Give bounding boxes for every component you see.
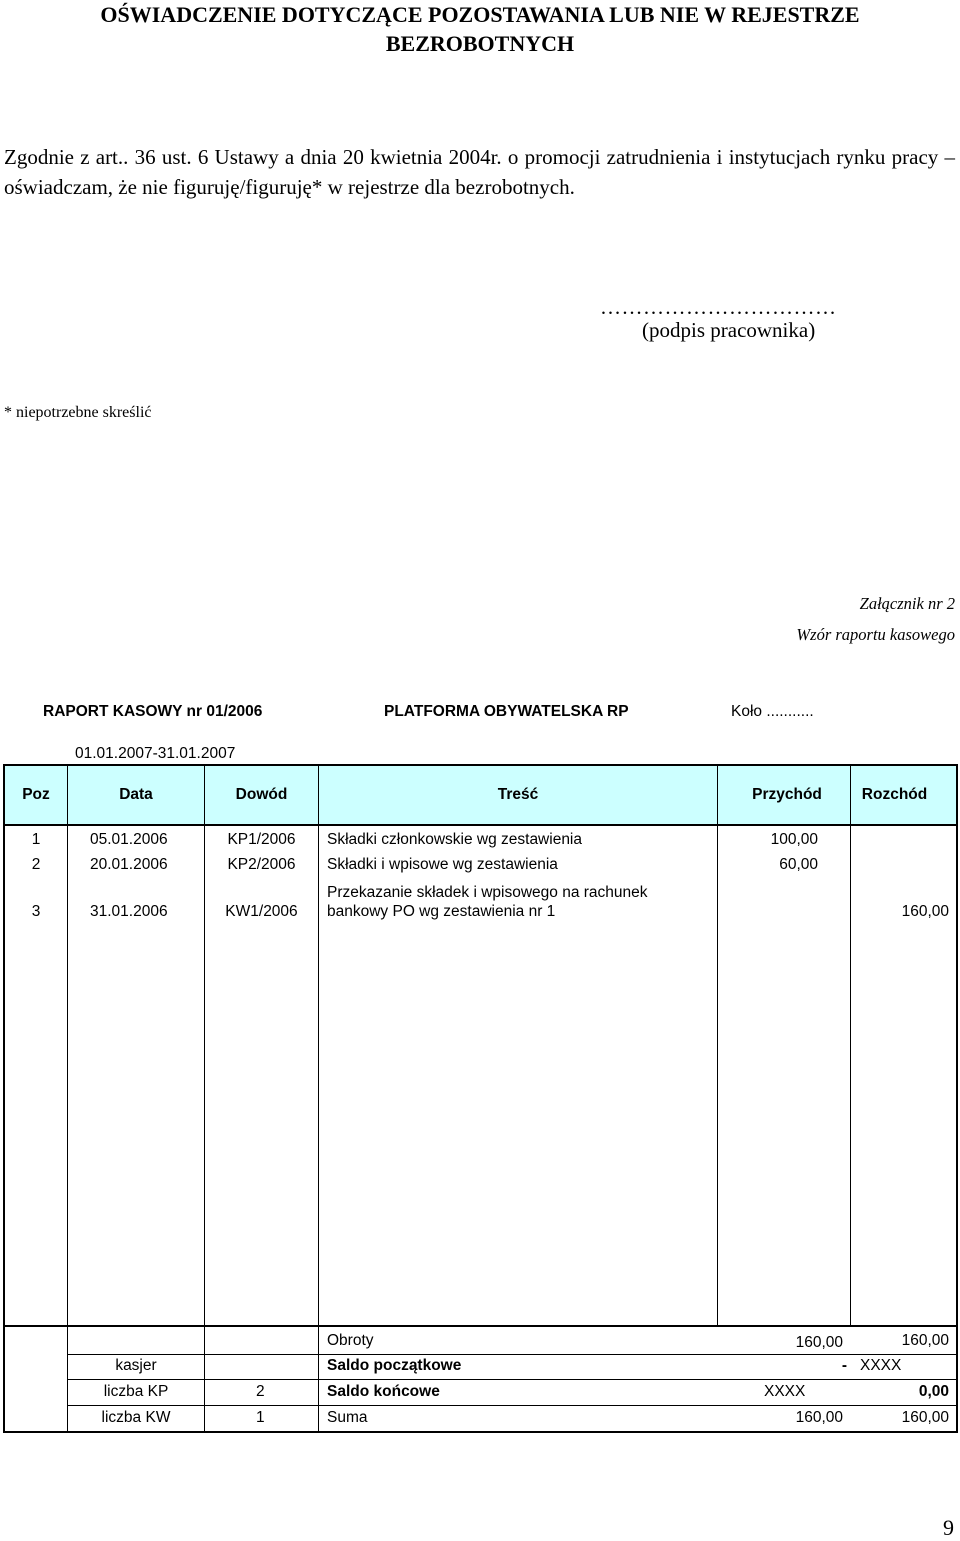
column-header-przychod: Przychód: [752, 786, 822, 803]
summary-kasjer-label: kasjer: [115, 1357, 157, 1374]
signature-line: ……………………………: [600, 295, 837, 319]
annex-label: [796, 588, 955, 650]
summary-suma-przychod: 160,00: [795, 1409, 843, 1426]
column-header-poz: Poz: [22, 786, 50, 803]
summary-saldo-poczatkowe-rozchod: XXXX: [860, 1357, 902, 1374]
table-divider: [850, 765, 851, 1326]
signature-label: (podpis pracownika): [642, 318, 816, 342]
table-divider: [318, 765, 319, 1432]
annex-number: Załącznik nr 2: [859, 594, 955, 613]
row-dowod: KP2/2006: [227, 856, 296, 873]
summary-suma-rozchod: 160,00: [901, 1409, 949, 1426]
page-number: 9: [943, 1515, 954, 1540]
declaration-statement: Zgodnie z art.. 36 ust. 6 Ustawy a dnia 20 kwietnia 2004r. o promocji zatrudnienia i instytucjach rynku pracy – oświadczam, że nie figuruję/figuruję* w rejestrze dla bezrobotnych.: [4, 145, 955, 199]
table-divider: [717, 765, 718, 1326]
summary-saldo-koncowe-label: Saldo końcowe: [327, 1383, 440, 1400]
report-place: Koło ...........: [731, 703, 814, 720]
row-dowod: KP1/2006: [227, 831, 296, 848]
summary-obroty-rozchod: 160,00: [901, 1332, 949, 1349]
summary-liczba-kw-label: liczba KW: [101, 1409, 171, 1426]
row-tresc-line2: bankowy PO wg zestawienia nr 1: [327, 903, 556, 920]
declaration-title: [0, 0, 960, 58]
report-title: RAPORT KASOWY nr 01/2006: [43, 703, 263, 720]
summary-suma-label: Suma: [327, 1409, 368, 1426]
row-poz: 3: [31, 903, 41, 920]
report-organization: PLATFORMA OBYWATELSKA RP: [384, 703, 629, 720]
summary-saldo-poczatkowe-label: Saldo początkowe: [327, 1357, 462, 1374]
row-data: 05.01.2006: [90, 831, 168, 848]
summary-obroty-label: Obroty: [327, 1332, 374, 1349]
row-data: 20.01.2006: [90, 856, 168, 873]
column-header-tresc: Treść: [497, 786, 539, 803]
row-przychod: 100,00: [770, 831, 818, 848]
report-period: 01.01.2007-31.01.2007: [75, 745, 236, 762]
summary-saldo-koncowe-przychod: XXXX: [764, 1383, 806, 1400]
table-border: [956, 764, 958, 1433]
table-divider: [67, 765, 68, 1432]
row-data: 31.01.2006: [90, 903, 168, 920]
summary-liczba-kw-value: 1: [256, 1409, 265, 1426]
summary-liczba-kp-value: 2: [256, 1383, 265, 1400]
summary-saldo-koncowe-rozchod: 0,00: [918, 1383, 949, 1400]
summary-obroty-przychod: 160,00: [795, 1334, 843, 1351]
table-divider: [68, 1379, 958, 1380]
summary-saldo-poczatkowe-przychod: -: [841, 1357, 847, 1374]
row-przychod: 60,00: [779, 856, 818, 873]
declaration-title-line1: OŚWIADCZENIE DOTYCZĄCE POZOSTAWANIA LUB NIE W REJESTRZE: [100, 2, 860, 27]
row-tresc: Składki i wpisowe wg zestawienia: [327, 856, 558, 873]
row-rozchod: 160,00: [901, 903, 949, 920]
summary-liczba-kp-label: liczba KP: [103, 1383, 169, 1400]
table-border: [3, 1325, 958, 1327]
column-header-rozchod: Rozchód: [861, 786, 928, 803]
annex-description: Wzór raportu kasowego: [796, 625, 955, 644]
table-divider: [68, 1354, 958, 1355]
row-poz: 2: [31, 856, 41, 873]
row-tresc: Składki członkowskie wg zestawienia: [327, 831, 583, 848]
table-divider: [68, 1405, 958, 1406]
row-tresc-line1: Przekazanie składek i wpisowego na rachunek: [327, 884, 648, 901]
table-border: [3, 824, 958, 826]
row-poz: 1: [31, 831, 41, 848]
table-border: [3, 1431, 958, 1433]
column-header-dowod: Dowód: [235, 786, 288, 803]
footnote: * niepotrzebne skreślić: [4, 404, 152, 421]
column-header-data: Data: [119, 786, 153, 803]
row-dowod: KW1/2006: [225, 903, 298, 920]
declaration-title-line2: BEZROBOTNYCH: [385, 31, 575, 56]
table-border: [3, 764, 958, 766]
